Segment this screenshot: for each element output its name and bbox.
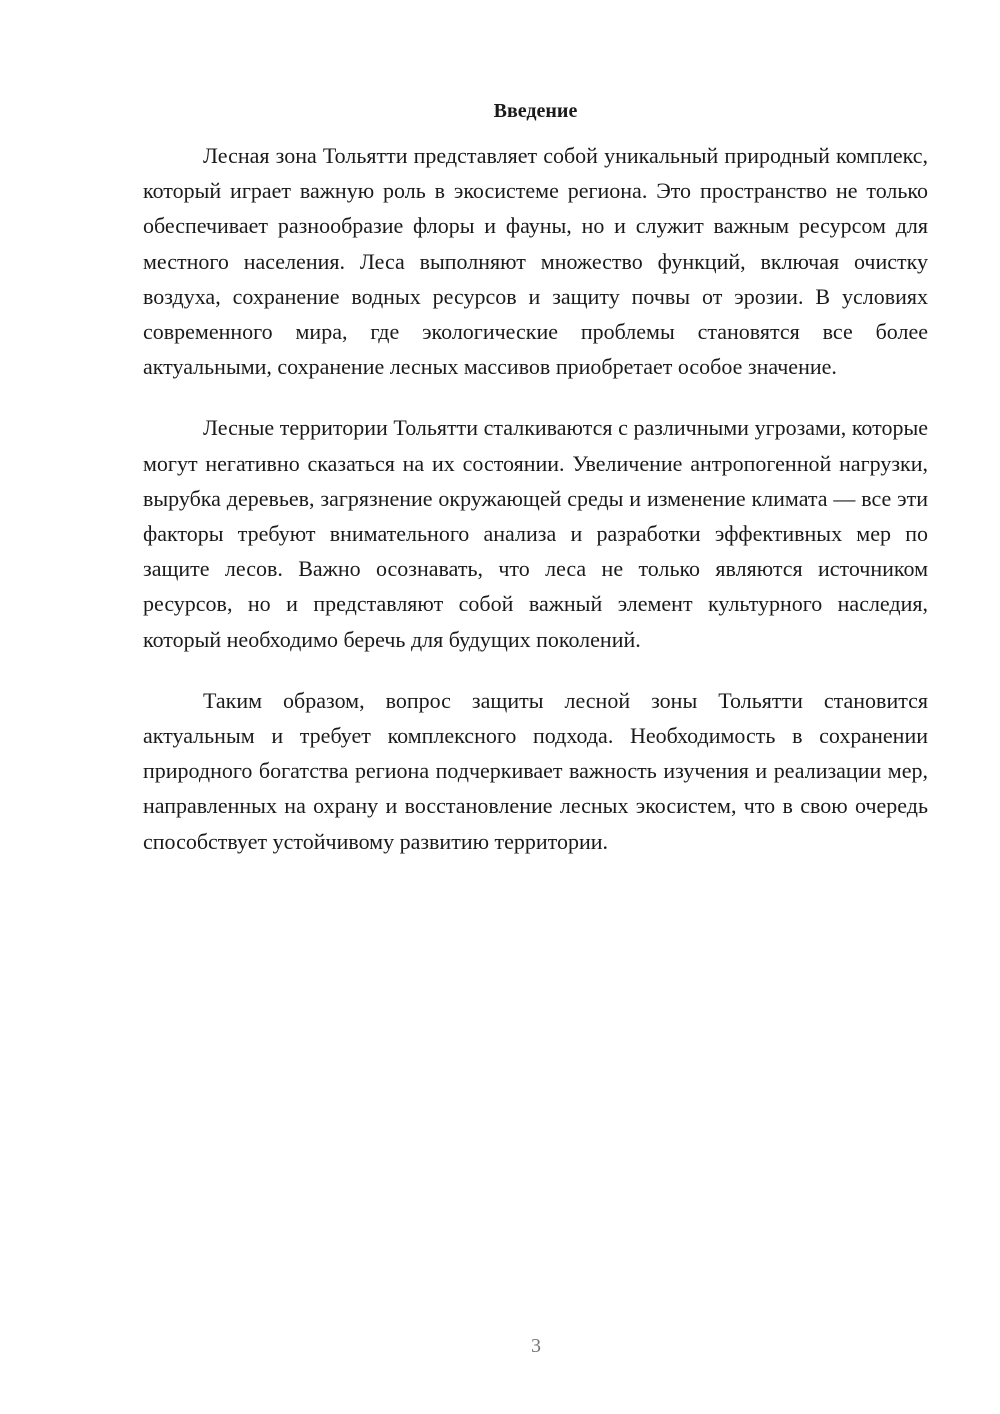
section-heading: Введение [493, 100, 578, 122]
paragraph-1: Лесная зона Тольятти представляет собой уникальный природный комплекс, который играет важную роль в экосистеме региона. Это пространство не только обеспечивает разнообразие флоры и фауны, но и служит важным ресурсом для местного населения. Леса выполняют множество функций, включая очистку воздуха, сохранение водных ресурсов и защиту почвы от эрозии. В условиях современного мира, где экологические проблемы становятся все более актуальными, сохранение лесных массивов приобретает особое значение. [143, 143, 928, 380]
paragraph-2: Лесные территории Тольятти сталкиваются с различными угрозами, которые могут негативно сказаться на их состоянии. Увеличение антропогенной нагрузки, вырубка деревьев, загрязнение окружающей среды и изменение климата — все эти факторы требуют внимательного анализа и разработки эффективных мер по защите лесов. Важно осознавать, что леса не только являются источником ресурсов, но и представляют собой важный элемент культурного наследия, который необходимо беречь для будущих поколений. [143, 415, 928, 652]
page-content [143, 96, 928, 885]
paragraph-3: Таким образом, вопрос защиты лесной зоны Тольятти становится актуальным и требует комплексного подхода. Необходимость в сохранении природного богатства региона подчеркивает важность изучения и реализации мер, направленных на охрану и восстановление лесных экосистем, что в свою очередь способствует устойчивому развитию территории. [143, 687, 928, 854]
page-number: 3 [531, 1335, 541, 1357]
